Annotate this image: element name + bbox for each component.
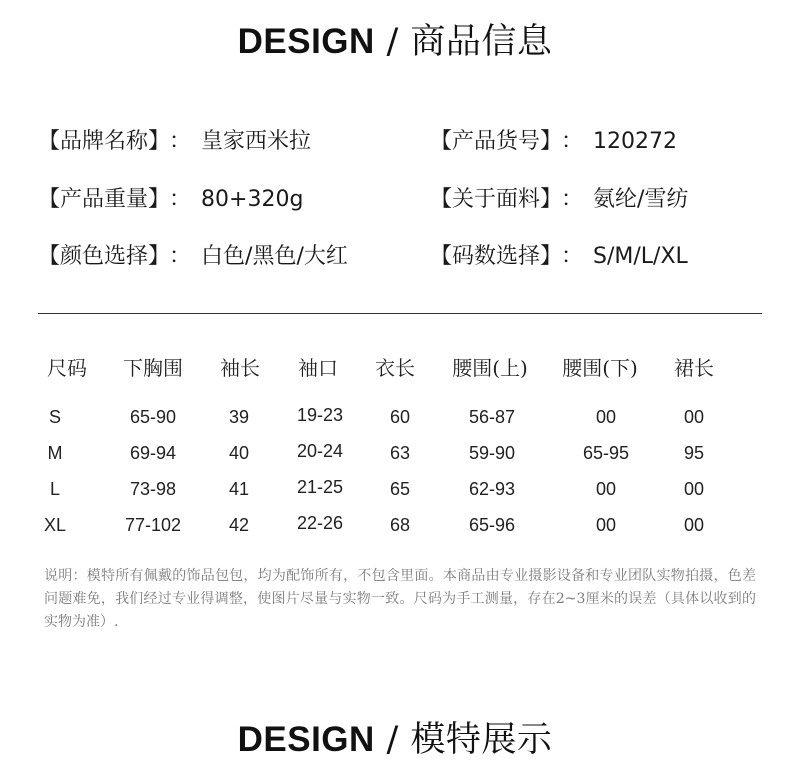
title-cn: 商品信息	[410, 22, 553, 62]
info-value: 氨纶/雪纺	[593, 187, 689, 212]
table-cell: 00	[595, 515, 617, 535]
table-header-skirt-length: 裙长	[674, 356, 714, 380]
info-value: 80+320g	[201, 187, 304, 212]
info-colors	[38, 239, 348, 270]
table-cell: 59-90	[468, 443, 516, 463]
table-cell: 62-93	[468, 479, 516, 499]
table-cell: 65-90	[129, 407, 177, 427]
info-colon: ：	[169, 187, 192, 212]
info-label: 【关于面料】	[430, 187, 552, 212]
table-cell: 00	[595, 479, 617, 499]
table-cell: 73-98	[129, 479, 177, 499]
table-cell: 68	[389, 515, 411, 535]
info-sizes	[430, 239, 688, 270]
info-label: 【品牌名称】	[38, 129, 160, 154]
table-cell: 21-25	[296, 477, 344, 497]
info-fabric	[430, 182, 688, 213]
table-cell: 00	[595, 407, 617, 427]
table-cell: 95	[683, 443, 705, 463]
table-header-waist-upper: 腰围(上)	[452, 356, 528, 380]
info-value: 皇家西米拉	[201, 129, 312, 154]
info-colon: ：	[561, 244, 584, 269]
table-header-size: 尺码	[47, 356, 87, 380]
table-cell: L	[49, 479, 61, 499]
table-cell: 41	[228, 479, 250, 499]
table-cell: 65	[389, 479, 411, 499]
title-separator: /	[374, 22, 411, 62]
title-separator: /	[374, 720, 411, 760]
table-cell: 77-102	[124, 515, 182, 535]
info-weight	[38, 182, 303, 213]
info-colon: ：	[561, 129, 584, 154]
disclaimer-note: 说明：模特所有佩戴的饰品包包，均为配饰所有，不包含里面。本商品由专业摄影设备和专业团队实物拍摄，色差问题难免，我们经过专业得调整，使图片尽量与实物一致。尺码为手工测量，存在2~3厘米的误差（具体以收到的实物为准）.	[44, 568, 756, 630]
table-cell: 56-87	[468, 407, 516, 427]
info-value: 白色/黑色/大红	[201, 244, 348, 269]
title-cn: 模特展示	[410, 720, 553, 760]
table-cell: 65-95	[582, 443, 630, 463]
info-colon: ：	[561, 187, 584, 212]
table-header-waist-lower: 腰围(下)	[562, 356, 638, 380]
info-brand	[38, 124, 311, 155]
table-cell: 00	[683, 479, 705, 499]
table-cell: 63	[389, 443, 411, 463]
info-colon: ：	[169, 129, 192, 154]
title-en: DESIGN	[237, 22, 375, 61]
info-label: 【码数选择】	[430, 244, 552, 269]
info-colon: ：	[169, 244, 192, 269]
table-header-sleeve-length: 袖长	[220, 356, 260, 380]
table-cell: 65-96	[468, 515, 516, 535]
table-cell: S	[48, 407, 62, 427]
table-cell: 69-94	[129, 443, 177, 463]
title-en: DESIGN	[237, 720, 375, 759]
table-cell: M	[47, 443, 63, 463]
table-header-cuff: 袖口	[298, 356, 338, 380]
table-cell: XL	[43, 515, 67, 535]
section-title-product-info	[0, 14, 790, 64]
table-cell: 22-26	[296, 513, 344, 533]
info-label: 【产品货号】	[430, 129, 552, 154]
table-cell: 60	[389, 407, 411, 427]
table-cell: 00	[683, 407, 705, 427]
table-cell: 20-24	[296, 441, 344, 461]
section-title-model-display	[0, 712, 790, 762]
info-value: 120272	[593, 129, 678, 154]
section-divider	[38, 313, 762, 314]
table-cell: 42	[228, 515, 250, 535]
table-cell: 39	[228, 407, 250, 427]
table-cell: 40	[228, 443, 250, 463]
info-label: 【颜色选择】	[38, 244, 160, 269]
table-cell: 19-23	[296, 405, 344, 425]
info-value: S/M/L/XL	[593, 244, 688, 269]
info-item-number	[430, 124, 677, 155]
table-header-underbust: 下胸围	[123, 356, 183, 380]
info-label: 【产品重量】	[38, 187, 160, 212]
table-cell: 00	[683, 515, 705, 535]
table-header-length: 衣长	[375, 356, 415, 380]
